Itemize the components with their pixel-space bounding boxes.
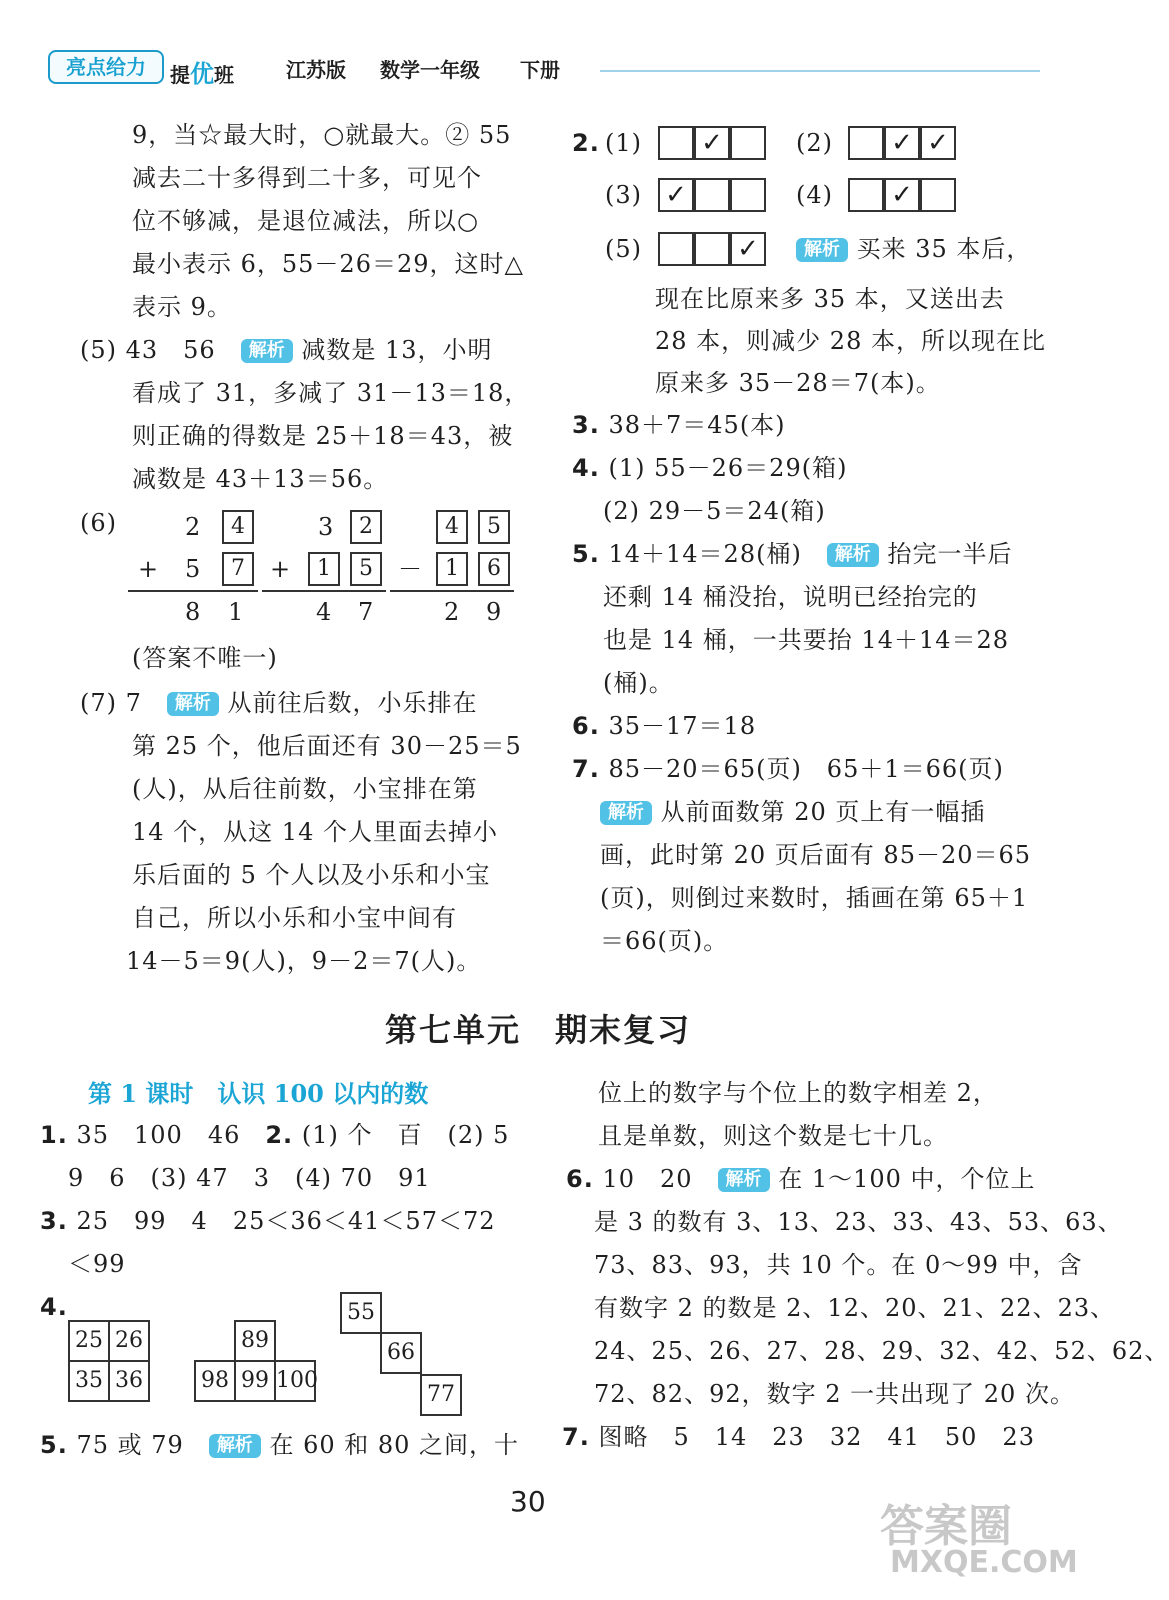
- answer-line: 7. 图略 5 14 23 32 41 50 23: [562, 1423, 1035, 1451]
- answer-line: 1. 35 100 46 2. (1) 个 百 (2) 5: [40, 1121, 510, 1149]
- grid-cell: 55: [340, 1292, 382, 1334]
- note: (答案不唯一): [132, 644, 278, 672]
- text-line: 位不够减，是退位减法，所以○: [132, 207, 479, 235]
- watermark-logo: 答案圈: [880, 1501, 1012, 1552]
- sum-line: [262, 590, 386, 592]
- text-line: 9，当☆最大时，○就最大。② 55: [132, 121, 512, 149]
- option-box: [658, 126, 694, 160]
- grid-cell: 100: [274, 1360, 316, 1402]
- sub-label: (4): [796, 181, 833, 209]
- digit: 5: [185, 555, 202, 583]
- text-line: 乐后面的 5 个人以及小乐和小宝: [132, 861, 491, 889]
- grid-cell: 98: [194, 1360, 236, 1402]
- analysis-badge: 解析: [241, 339, 293, 363]
- text-line: 也是 14 桶，一共要抬 14＋14＝28: [603, 626, 1010, 654]
- digit: 2: [444, 598, 461, 626]
- check-box-checked: [730, 232, 766, 266]
- operator: +: [270, 555, 292, 583]
- text-line: 现在比原来多 35 本，又送出去: [655, 285, 1005, 313]
- operator: +: [138, 555, 160, 583]
- answer-box: 7: [222, 552, 254, 586]
- sub-label: (2): [796, 129, 833, 157]
- text-line: 73、83、93，共 10 个。在 0～99 中，含: [594, 1251, 1083, 1279]
- text-line: 是 3 的数有 3、13、23、33、43、53、63、: [594, 1208, 1123, 1236]
- text-line: (2) 29－5＝24(箱): [603, 497, 826, 525]
- check-box-checked: [884, 126, 920, 160]
- answer-line: (5) 43 56 解析 减数是 13，小明: [80, 336, 493, 364]
- text-line: 14 个，从这 14 个人里面去掉小: [132, 818, 498, 846]
- grid-cell: 35: [68, 1360, 110, 1402]
- text-line: 减数是 43＋13＝56。: [132, 465, 389, 493]
- text-line: ＝66(页)。: [600, 927, 729, 955]
- brand-logo: 亮点给力: [48, 50, 164, 84]
- answer-line: 3. 25 99 4 25＜36＜41＜57＜72: [40, 1207, 496, 1235]
- text-line: 9 6 (3) 47 3 (4) 70 91: [68, 1164, 431, 1192]
- answer-box: 4: [436, 510, 468, 544]
- text-line: 第 25 个，他后面还有 30－25＝5: [132, 732, 522, 760]
- question-label: (6): [80, 509, 117, 537]
- text-line: 72、82、92，数字 2 一共出现了 20 次。: [594, 1380, 1075, 1408]
- text-line: (桶)。: [603, 669, 674, 697]
- lesson-title: 第 1 课时 认识 100 以内的数: [88, 1079, 429, 1108]
- grid-cell: 66: [380, 1332, 422, 1374]
- subject: 数学一年级: [380, 58, 480, 82]
- digit: 8: [185, 598, 202, 626]
- option-box: [694, 178, 730, 212]
- answer-line: 6. 10 20 解析 在 1～100 中，个位上: [566, 1165, 1036, 1193]
- grid-cell: 77: [420, 1374, 462, 1416]
- option-box: [730, 126, 766, 160]
- answer-box: 1: [308, 552, 340, 586]
- text-line: 减去二十多得到二十多，可见个: [132, 164, 482, 192]
- series-title: 提优班: [170, 60, 234, 88]
- difference-line: [390, 590, 514, 592]
- answer-box: 1: [436, 552, 468, 586]
- text-line: 画，此时第 20 页后面有 85－20＝65: [600, 841, 1032, 869]
- answer-box: 4: [222, 510, 254, 544]
- digit: 9: [486, 598, 503, 626]
- answer-line: 4. (1) 55－26＝29(箱): [572, 454, 848, 482]
- option-box: [848, 178, 884, 212]
- option-box: [658, 232, 694, 266]
- answer-box: 5: [478, 510, 510, 544]
- answer-line: 3. 38＋7＝45(本): [572, 411, 786, 439]
- option-box: [694, 232, 730, 266]
- answer-line: 7. 85－20＝65(页) 65＋1＝66(页): [572, 755, 1004, 783]
- text-line: 28 本，则减少 28 本，所以现在比: [655, 327, 1046, 355]
- sub-label: (5): [605, 235, 642, 263]
- text-line: 最小表示 6，55－26＝29，这时△: [132, 250, 524, 278]
- edition: 江苏版: [286, 58, 346, 82]
- grid-cell: 36: [108, 1360, 150, 1402]
- text-line: (页)，则倒过来数时，插画在第 65＋1: [600, 884, 1029, 912]
- option-box: [730, 178, 766, 212]
- text-line: 位上的数字与个位上的数字相差 2，: [598, 1079, 998, 1107]
- grid-cell: 26: [108, 1320, 150, 1362]
- sum-line: [128, 590, 258, 592]
- text-line: 则正确的得数是 25＋18＝43，被: [132, 422, 514, 450]
- text-line: 看成了 31，多减了 31－13＝18，: [132, 379, 530, 407]
- digit: 2: [185, 513, 202, 541]
- text-line: 还剩 14 桶没抬，说明已经抬完的: [603, 583, 978, 611]
- text-line: 表示 9。: [132, 293, 232, 321]
- check-box-checked: [694, 126, 730, 160]
- unit-title: 第七单元 期末复习: [385, 1011, 692, 1049]
- analysis-badge: 解析: [600, 801, 652, 825]
- answer-box: 2: [350, 510, 382, 544]
- grid-cell: 99: [234, 1360, 276, 1402]
- answer-line: 解析 买来 35 本后，: [796, 234, 1031, 264]
- check-box-checked: [884, 178, 920, 212]
- question-number: 2.: [572, 129, 600, 157]
- text-line: 自己，所以小乐和小宝中间有: [132, 904, 457, 932]
- text-line: 14－5＝9(人)，9－2＝7(人)。: [126, 947, 482, 975]
- volume: 下册: [520, 58, 560, 82]
- answer-line: (7) 7 解析 从前往后数，小乐排在: [80, 689, 478, 717]
- watermark-url: MXQE.COM: [890, 1545, 1078, 1580]
- analysis-badge: 解析: [796, 238, 848, 262]
- grid-cell: 89: [234, 1320, 276, 1362]
- answer-line: 5. 14＋14＝28(桶) 解析 抬完一半后: [572, 540, 1013, 568]
- answer-line: 5. 75 或 79 解析 在 60 和 80 之间，十: [40, 1431, 520, 1459]
- text-line: 原来多 35－28＝7(本)。: [655, 369, 941, 397]
- text-line: ＜99: [68, 1250, 126, 1278]
- text-line: 24、25、26、27、28、29、32、42、52、62、: [594, 1337, 1169, 1365]
- sub-label: (1): [605, 129, 642, 157]
- option-box: [920, 178, 956, 212]
- answer-line: 解析 从前面数第 20 页上有一幅插: [600, 797, 985, 827]
- grid-cell: 25: [68, 1320, 110, 1362]
- digit: 7: [358, 598, 375, 626]
- analysis-badge: 解析: [718, 1168, 770, 1192]
- question-number: 4.: [40, 1293, 68, 1321]
- operator: －: [398, 555, 423, 583]
- answer-box: 6: [478, 552, 510, 586]
- digit: 4: [316, 598, 333, 626]
- sub-label: (3): [605, 181, 642, 209]
- header-rule: [600, 70, 1040, 72]
- text-line: (人)，从后往前数，小宝排在第: [132, 775, 478, 803]
- analysis-badge: 解析: [827, 543, 879, 567]
- digit: 1: [228, 598, 245, 626]
- option-box: [848, 126, 884, 160]
- text-line: 且是单数，则这个数是七十几。: [598, 1122, 948, 1150]
- digit: 3: [318, 513, 335, 541]
- answer-box: 5: [350, 552, 382, 586]
- analysis-badge: 解析: [167, 692, 219, 716]
- answer-line: 6. 35－17＝18: [572, 712, 757, 740]
- text-line: 有数字 2 的数是 2、12、20、21、22、23、: [594, 1294, 1116, 1322]
- page-number: 30: [510, 1485, 546, 1518]
- check-box-checked: [658, 178, 694, 212]
- check-box-checked: [920, 126, 956, 160]
- analysis-badge: 解析: [209, 1434, 261, 1458]
